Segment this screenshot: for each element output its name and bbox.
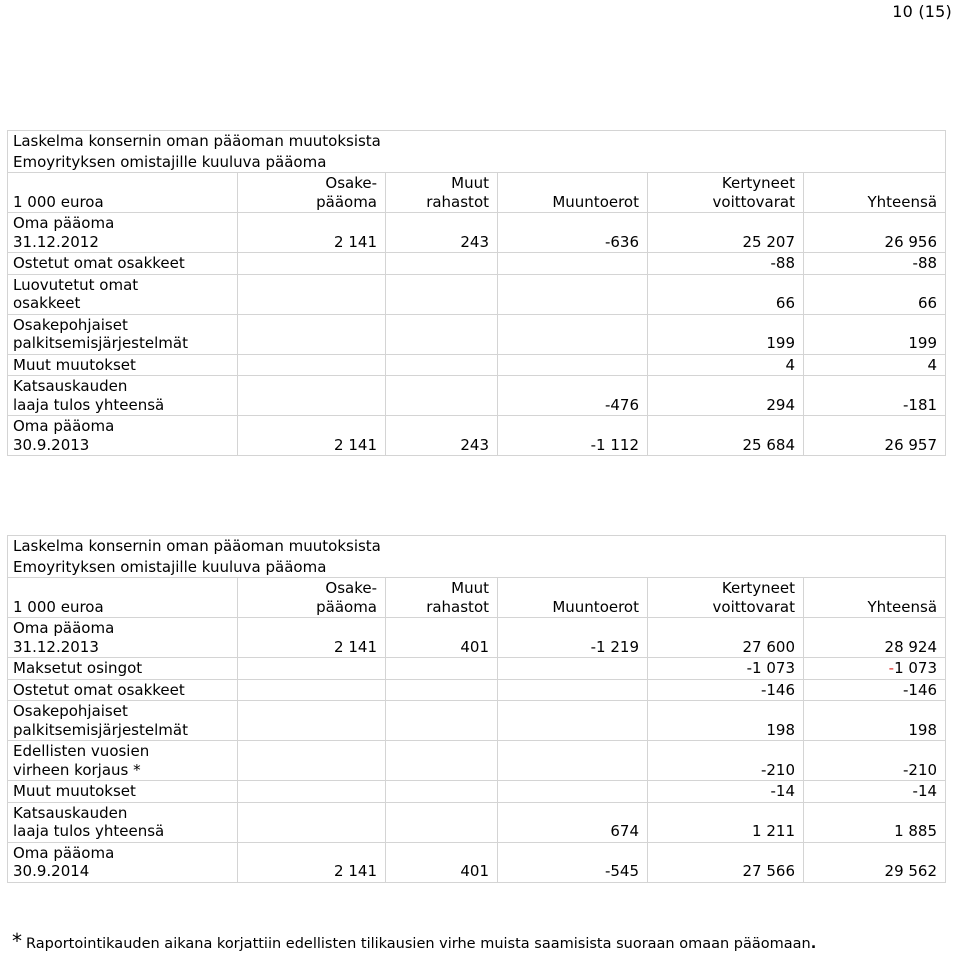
text-line: Oma pääoma [13, 843, 115, 862]
text-line: Osakepohjaiset [13, 315, 128, 334]
text-line: pääoma [316, 192, 377, 211]
value-cell: 243 [386, 213, 498, 253]
table-row [8, 679, 946, 701]
minus-sign: - [888, 659, 895, 677]
value-cell: -88 [804, 253, 946, 275]
value-cell: -1 073 [804, 658, 946, 680]
text-line: Muut muutokset [13, 782, 136, 800]
footnote-end: . [810, 936, 817, 952]
value-cell [386, 376, 498, 416]
row-label [8, 314, 238, 354]
text-line: Edellisten vuosien [13, 742, 150, 760]
value-cell: 1 211 [648, 802, 804, 842]
text-line: 30.9.2014 [13, 862, 90, 880]
text-line: Yhteensä [867, 192, 938, 211]
text-line: 30.9.2013 [13, 435, 90, 454]
value-cell [386, 658, 498, 680]
value-cell: 4 [648, 354, 804, 376]
value-cell [386, 354, 498, 376]
value-cell: 401 [386, 618, 498, 658]
value-cell [498, 781, 648, 803]
equity-changes-table-2013 [7, 130, 946, 456]
text-line: Osakepohjaiset [13, 702, 128, 720]
value-cell [498, 741, 648, 781]
value-cell [238, 741, 386, 781]
value-cell: -181 [804, 376, 946, 416]
value-cell: -476 [498, 376, 648, 416]
text-line: laaja tulos yhteensä [13, 395, 165, 414]
value-cell [498, 253, 648, 275]
value-cell [238, 781, 386, 803]
table-row [8, 213, 946, 253]
value-cell [386, 741, 498, 781]
unit-header: 1 000 euroa [8, 578, 238, 618]
value-cell: 243 [386, 416, 498, 456]
value-cell: 198 [648, 701, 804, 741]
row-label [8, 802, 238, 842]
table-row [8, 274, 946, 314]
value-cell: -636 [498, 213, 648, 253]
table-row [8, 842, 946, 882]
row-label [8, 781, 238, 803]
value-cell: -14 [804, 781, 946, 803]
column-header [386, 578, 498, 618]
text-line: Kertyneet [721, 174, 795, 192]
value-cell [386, 701, 498, 741]
footnote [12, 929, 817, 960]
value-cell [238, 701, 386, 741]
text-line: palkitsemisjärjestelmät [13, 720, 188, 739]
text-line: Luovutetut omat [13, 275, 139, 294]
footnote-marker: * [12, 929, 22, 953]
value-cell [238, 802, 386, 842]
text-line: pääoma [316, 597, 377, 616]
table-header-row [8, 578, 946, 618]
value-cell [238, 314, 386, 354]
text-line: 31.12.2013 [13, 637, 99, 656]
column-header [804, 578, 946, 618]
value-cell: 294 [648, 376, 804, 416]
value-cell [238, 376, 386, 416]
value-cell: 199 [804, 314, 946, 354]
footnote-text: Raportointikauden aikana korjattiin edellisten tilikausien virhe muista saamisista suoraan omaan pääomaan [26, 936, 811, 952]
value-cell: 66 [804, 274, 946, 314]
value-cell: 2 141 [238, 618, 386, 658]
row-label [8, 618, 238, 658]
table-subtitle: Emoyrityksen omistajille kuuluva pääoma [8, 557, 946, 578]
value-cell: 26 956 [804, 213, 946, 253]
table-row [8, 802, 946, 842]
row-label [8, 253, 238, 275]
text-line: laaja tulos yhteensä [13, 822, 165, 840]
value-cell [238, 679, 386, 701]
table-title: Laskelma konsernin oman pääoman muutoksista [8, 536, 946, 557]
table-row [8, 314, 946, 354]
value-cell [386, 314, 498, 354]
column-header [498, 173, 648, 213]
text-line: Oma pääoma [13, 619, 115, 637]
column-header [648, 173, 804, 213]
text-line: Katsauskauden [13, 803, 128, 822]
value-cell: 28 924 [804, 618, 946, 658]
value-cell: 29 562 [804, 842, 946, 882]
unit-header: 1 000 euroa [8, 173, 238, 213]
column-header [238, 173, 386, 213]
table-row [8, 781, 946, 803]
table-row [8, 658, 946, 680]
equity-changes-table-2014 [7, 535, 946, 883]
text-line: Muut muutokset [13, 355, 136, 374]
page-number: 10 (15) [892, 2, 952, 21]
table-row [8, 253, 946, 275]
table-subtitle-row [8, 152, 946, 173]
text-line: Muuntoerot [552, 597, 639, 616]
row-label [8, 701, 238, 741]
text-line: palkitsemisjärjestelmät [13, 334, 188, 352]
value-cell: 27 600 [648, 618, 804, 658]
value-cell: -14 [648, 781, 804, 803]
value-cell [498, 274, 648, 314]
row-label [8, 274, 238, 314]
value-cell [386, 274, 498, 314]
text-line: Oma pääoma [13, 214, 115, 232]
value-cell [238, 274, 386, 314]
value-cell: 27 566 [648, 842, 804, 882]
text-line: Osake- [325, 579, 377, 597]
value-cell [498, 354, 648, 376]
row-label [8, 679, 238, 701]
value-cell: 4 [804, 354, 946, 376]
value-cell: -146 [804, 679, 946, 701]
text-line: Muuntoerot [552, 192, 639, 211]
row-label [8, 354, 238, 376]
value-cell [498, 314, 648, 354]
text-line: 31.12.2012 [13, 232, 99, 251]
value-cell: -146 [648, 679, 804, 701]
value-cell: 25 207 [648, 213, 804, 253]
column-header [498, 578, 648, 618]
text-line: osakkeet [13, 294, 81, 312]
column-header [238, 578, 386, 618]
value-cell [386, 802, 498, 842]
column-header [804, 173, 946, 213]
value-cell: 674 [498, 802, 648, 842]
value-cell: -1 073 [648, 658, 804, 680]
text-line: Yhteensä [867, 597, 938, 616]
row-label [8, 376, 238, 416]
table-row [8, 416, 946, 456]
text-line: voittovarat [712, 597, 795, 616]
column-header [648, 578, 804, 618]
value-cell: 2 141 [238, 842, 386, 882]
value-cell: 26 957 [804, 416, 946, 456]
table-row [8, 354, 946, 376]
value-cell: 2 141 [238, 416, 386, 456]
value-cell [238, 253, 386, 275]
table-title: Laskelma konsernin oman pääoman muutoksista [8, 131, 946, 152]
table-title-row [8, 536, 946, 557]
value-cell: -1 219 [498, 618, 648, 658]
value-cell [238, 658, 386, 680]
value-cell: -88 [648, 253, 804, 275]
text-line: Ostetut omat osakkeet [13, 680, 185, 699]
text-line: rahastot [426, 192, 489, 211]
value-cell: 199 [648, 314, 804, 354]
row-label [8, 658, 238, 680]
text-line: Katsauskauden [13, 377, 128, 395]
value-cell [386, 253, 498, 275]
table-header-row [8, 173, 946, 213]
row-label [8, 213, 238, 253]
value-cell [498, 679, 648, 701]
value-cell: -545 [498, 842, 648, 882]
value-cell: 66 [648, 274, 804, 314]
text-line: Maksetut osingot [13, 659, 143, 677]
table-row [8, 618, 946, 658]
table-title-row [8, 131, 946, 152]
value-cell: 401 [386, 842, 498, 882]
value-cell: -1 112 [498, 416, 648, 456]
row-label [8, 842, 238, 882]
value-cell [238, 354, 386, 376]
text-line: Muut [451, 579, 489, 597]
table-row [8, 376, 946, 416]
text-line: voittovarat [712, 192, 795, 211]
value-cell [498, 701, 648, 741]
value-cell: 198 [804, 701, 946, 741]
text-line: Oma pääoma [13, 417, 115, 435]
value-cell: -210 [804, 741, 946, 781]
table-row [8, 701, 946, 741]
table-subtitle-row [8, 557, 946, 578]
value-cell [498, 658, 648, 680]
value-cell [386, 679, 498, 701]
table-subtitle: Emoyrityksen omistajille kuuluva pääoma [8, 152, 946, 173]
text-line: Muut [451, 174, 489, 192]
text-line: virheen korjaus * [13, 760, 141, 779]
text-line: Ostetut omat osakkeet [13, 254, 185, 272]
text-line: rahastot [426, 597, 489, 616]
value-cell: -210 [648, 741, 804, 781]
value-cell: 1 885 [804, 802, 946, 842]
row-label [8, 416, 238, 456]
value-cell [386, 781, 498, 803]
column-header [386, 173, 498, 213]
value-cell: 2 141 [238, 213, 386, 253]
text-line: Osake- [325, 174, 377, 192]
table-row [8, 741, 946, 781]
value-cell: 25 684 [648, 416, 804, 456]
row-label [8, 741, 238, 781]
text-line: Kertyneet [721, 579, 795, 597]
